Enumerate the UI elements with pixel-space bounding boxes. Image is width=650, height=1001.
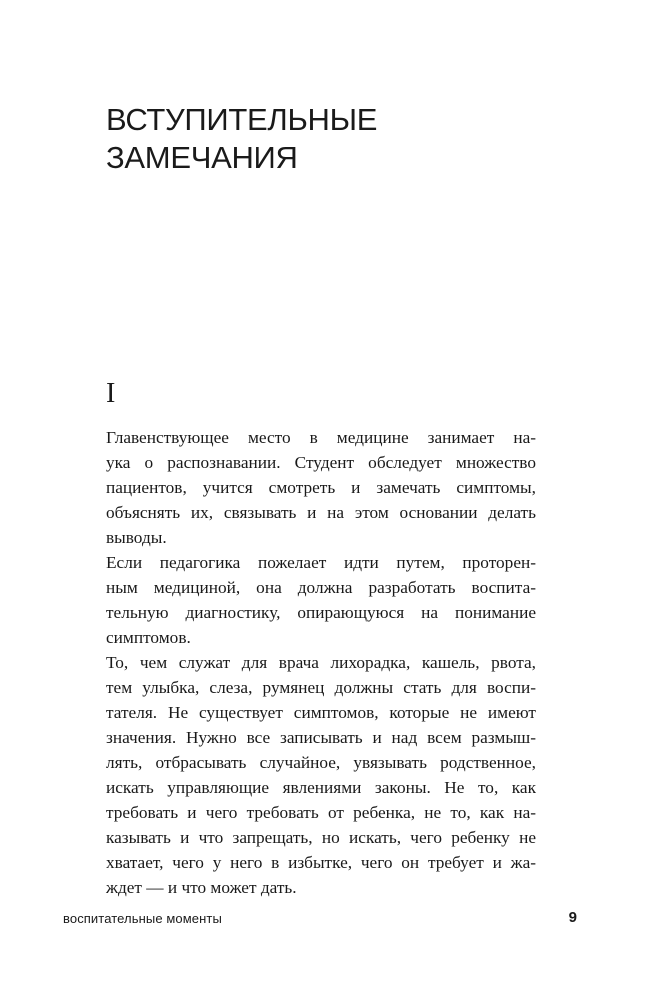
paragraph-line: пациентов, учится смотреть и замечать симптомы, [106,478,536,497]
paragraph-line: тем улыбка, слеза, румянец должны стать для воспи- [106,678,536,697]
paragraph-line: тателя. Не существует симптомов, которые не имеют [106,703,536,722]
paragraph-line: Если педагогика пожелает идти путем, проторен- [106,553,536,572]
body-text [106,425,536,900]
paragraph-3 [106,650,536,900]
paragraph-line: выводы. [106,528,167,547]
chapter-title-line-1: ВСТУПИТЕЛЬНЫЕ [106,102,378,137]
paragraph-2 [106,550,536,650]
chapter-title [106,101,546,177]
paragraph-line: требовать и чего требовать от ребенка, не то, как на- [106,803,536,822]
paragraph-line: То, чем служат для врача лихорадка, кашель, рвота, [106,653,536,672]
paragraph-line: значения. Нужно все записывать и над всем размыш- [106,728,536,747]
paragraph-line: искать управляющие явлениями законы. Не то, как [106,778,536,797]
paragraph-line: ным медициной, она должна разработать воспита- [106,578,536,597]
paragraph-line: Главенствующее место в медицине занимает на- [106,428,536,447]
chapter-title-line-2: ЗАМЕЧАНИЯ [106,140,298,175]
paragraph-line: казывать и что запрещать, но искать, чего ребенку не [106,828,536,847]
paragraph-line: тельную диагностику, опирающуюся на понимание [106,603,536,622]
paragraph-line: хватает, чего у него в избытке, чего он требует и жа- [106,853,536,872]
paragraph-line: ука о распознавании. Студент обследует множество [106,453,536,472]
section-numeral: I [106,378,116,409]
paragraph-line: лять, отбрасывать случайное, увязывать родственное, [106,753,536,772]
paragraph-line: ждет — и что может дать. [106,878,297,897]
paragraph-line: объяснять их, связывать и на этом основании делать [106,503,536,522]
running-footer-title: воспитательные моменты [63,911,222,926]
paragraph-1 [106,425,536,550]
paragraph-line: симптомов. [106,628,191,647]
page-number: 9 [568,909,577,926]
